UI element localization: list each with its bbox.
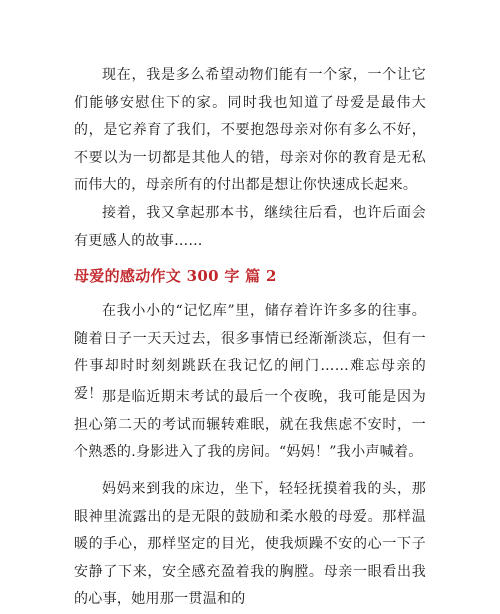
paragraph: 妈妈来到我的床边，坐下，轻轻抚摸着我的头，那眼神里流露出的是无限的鼓励和柔水般的母爱。那样温暖的手心，那样坚定的目光，使我烦躁不安的心一下子安静了下来，安全感充盈着我的胸膛。母亲一眼看出我的心事，她用那一贯温和的 [74, 481, 426, 607]
paragraph: 现在，我是多么希望动物们能有一个家，一个让它们能够安慰住下的家。同时我也知道了母爱是最伟大的，是它养育了我们，不要抱怨母亲对你有多么不好，不要以为一切都是其他人的错，母亲对你的教育是无私而伟大的，母亲所有的付出都是想让你快速成长起来。 [74, 67, 426, 193]
paragraph: 那是临近期末考试的最后一个夜晚，我可能是因为担心第二天的考试而辗转难眠，就在我焦虑不安时，一个熟悉的.身影进入了我的房间。“妈妈！”我小声喊着。 [74, 389, 426, 460]
paragraph: 在我小小的“记忆库”里，储存着许许多多的往事。随着日子一天天过去，很多事情已经渐渐淡忘，但有一件事却时时刻刻跳跃在我记忆的闸门……难忘母亲的爱！ [74, 303, 426, 402]
section-heading: 母爱的感动作文 300 字 篇 2 [74, 267, 277, 285]
paragraph: 接着，我又拿起那本书，继续往后看，也许后面会有更感人的故事…… [74, 205, 426, 249]
